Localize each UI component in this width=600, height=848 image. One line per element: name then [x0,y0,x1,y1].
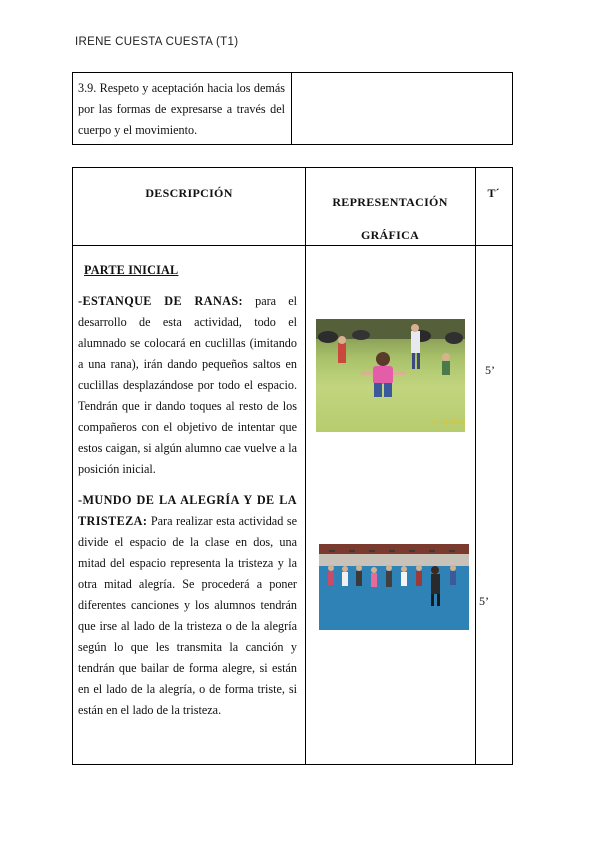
page-header-author: IRENE CUESTA CUESTA (T1) [75,36,239,48]
column-header-time: T´ [487,186,500,200]
activity-title: -ESTANQUE DE RANAS: [78,294,243,308]
description-cell [78,260,297,731]
activity-title: -MUNDO DE LA ALEGRÍA Y DE LA TRISTEZA: [78,493,297,528]
objective-cell: 3.9. Respeto y aceptación hacia los demás por las formas de expresarse a través del cuerpo y el movimiento. [73,73,292,144]
activity-text: para el desarrollo de esta actividad, todo el alumnado se colocará en cuclillas (imitando a una rana), irán dando pequeños saltos en cuclillas desplazándose por todo el espacio. Tendrán que ir dando toques al resto de los compañeros con el objetivo de intentar que estos caigan, si algún alumno cae vuelve a la posición inicial. [78,294,297,476]
activity-text: Para realizar esta actividad se divide el espacio de la clase en dos, una mitad del espacio representa la tristeza y la otra mitad alegría. Se procederá a poner diferentes canciones y los alumnos tendrán que irse al lado de la tristeza o de la alegría según lo que les transmita la canción y tendrán que bailar de forma alegre, si están en el lado de la alegría, o de forma triste, si están en el lado de la tristeza. [78,514,297,717]
activity-time: 5’ [485,363,495,377]
objective-table [72,72,513,145]
objective-empty-cell [292,73,512,144]
activity-description [78,291,297,480]
column-header-representation: REPRESENTACIÓN GRÁFICA [332,195,448,242]
section-title: PARTE INICIAL [84,263,179,277]
table-header-row [73,168,512,246]
column-header-description: DESCRIPCIÓN [145,186,233,200]
svg-text:11.04.2014: 11.04.2014 [431,419,465,426]
activity-table [72,167,513,765]
frog-pond-photo-illustration [316,319,465,432]
joy-sadness-photo-illustration [319,544,469,630]
activity-description [78,490,297,721]
joy-sadness-activity-photo [319,544,469,630]
column-divider [305,168,306,764]
frog-pond-activity-photo [316,319,465,432]
activity-time: 5’ [479,594,489,608]
column-divider [475,168,476,764]
